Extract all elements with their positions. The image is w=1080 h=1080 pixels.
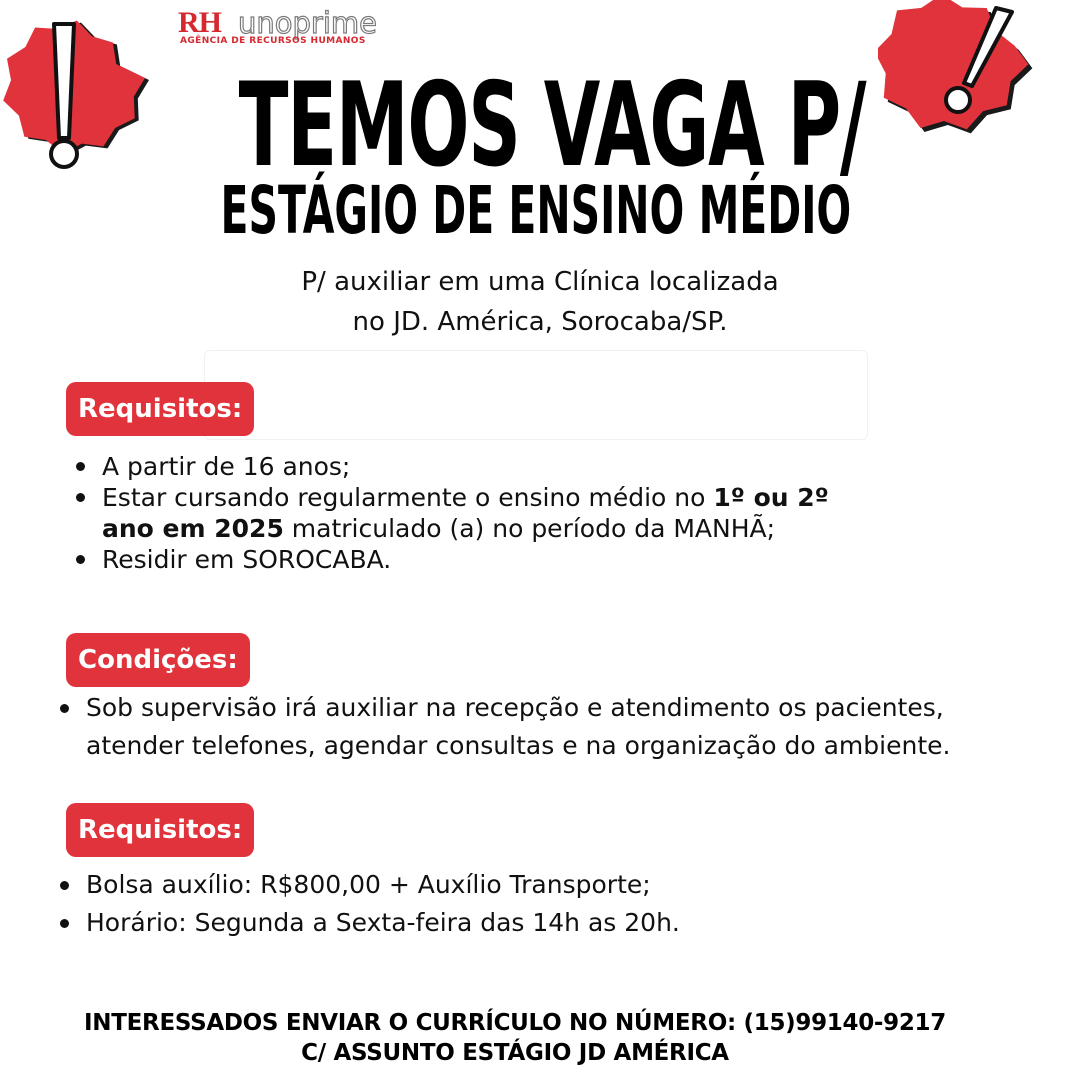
list-item <box>74 482 829 544</box>
faint-frame <box>204 350 868 440</box>
intro-line: P/ auxiliar em uma Clínica localizada <box>301 267 779 297</box>
list-item-bold: ano em 2025 <box>102 514 284 543</box>
logo-brand: unoprime <box>238 6 377 40</box>
logo-tagline: AGÊNCIA DE RECURSOS HUMANOS <box>180 36 366 46</box>
list-item-text: Sob supervisão irá auxiliar na recepção e atendimento os pacientes, <box>86 693 944 722</box>
list-item: Bolsa auxílio: R$800,00 + Auxílio Transporte; <box>58 866 680 904</box>
list-item: Horário: Segunda a Sexta-feira das 14h as 20h. <box>58 904 680 942</box>
intro-line: no JD. América, Sorocaba/SP. <box>352 307 728 337</box>
list-item: A partir de 16 anos; <box>74 451 829 482</box>
exclamation-badge-icon <box>0 0 180 212</box>
page-title: TEMOS VAGA P/ <box>238 58 866 193</box>
list-item-bold: 1º ou 2º <box>713 483 829 512</box>
footer-line: INTERESSADOS ENVIAR O CURRÍCULO NO NÚMERO: (15)99140-9217 <box>84 1010 946 1036</box>
list-item <box>58 689 950 765</box>
logo-rh: RH <box>178 6 221 39</box>
list-item: Residir em SOROCABA. <box>74 544 829 575</box>
section-label-requisitos: Requisitos: <box>66 803 254 857</box>
company-logo <box>178 6 398 48</box>
list-item-text: matriculado (a) no período da MANHÃ; <box>283 514 776 543</box>
list-item-text: atender telefones, agendar consultas e na organização do ambiente. <box>86 731 951 760</box>
footer-contact <box>0 1008 1030 1068</box>
section-label-requisitos: Requisitos: <box>66 382 254 436</box>
benefits-list <box>58 866 680 942</box>
intro-text <box>0 262 1080 342</box>
requirements-list <box>74 451 829 575</box>
section-label-condicoes: Condições: <box>66 633 250 687</box>
footer-line: C/ ASSUNTO ESTÁGIO JD AMÉRICA <box>301 1040 729 1066</box>
exclamation-badge-icon <box>878 0 1080 170</box>
list-item-text: Estar cursando regularmente o ensino médio no <box>102 483 714 512</box>
conditions-list <box>58 689 950 765</box>
page-subtitle: ESTÁGIO DE ENSINO MÉDIO <box>220 172 852 249</box>
